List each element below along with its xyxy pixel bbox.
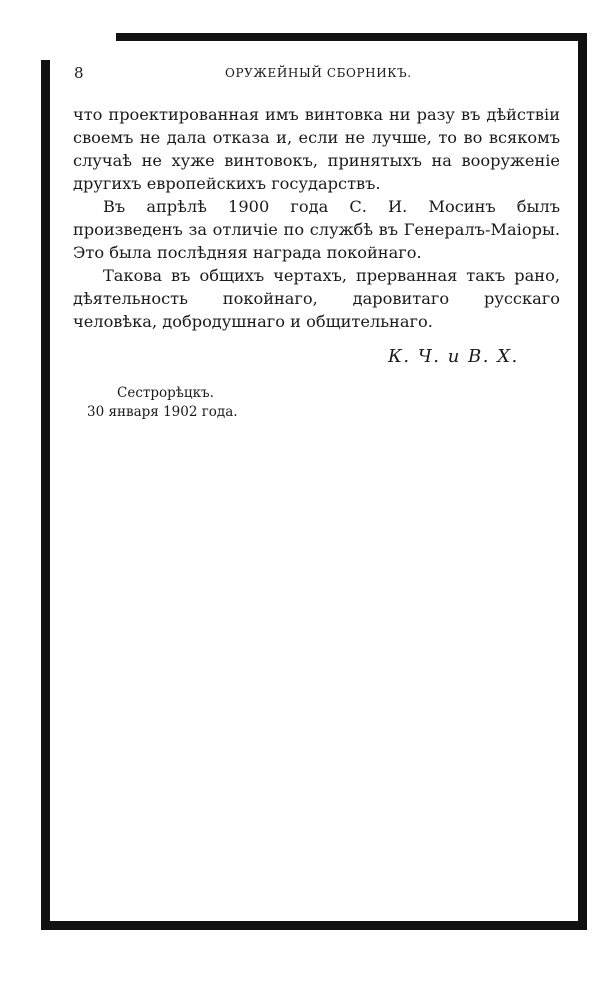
border-left [41, 60, 50, 930]
body-text [73, 103, 560, 333]
page-number: 8 [74, 64, 84, 82]
place-date [87, 384, 238, 422]
running-head [70, 64, 560, 84]
paragraph-1: что проектированная имъ винтовка ни разу въ дѣйствiи своемъ не дала отказа и, если не лучше, то во всякомъ случаѣ не хуже винтовокъ, принятыхъ на вооруженiе другихъ европейскихъ государствъ. [73, 105, 560, 193]
border-top [116, 33, 581, 41]
border-bottom [41, 921, 587, 930]
journal-title: ОРУЖЕЙНЫЙ СБОРНИКЪ. [225, 66, 412, 80]
paragraph-2: Въ апрѣлѣ 1900 года С. И. Мосинъ былъ произведенъ за отличiе по службѣ въ Генералъ-Маiоры. Это была послѣдняя награда покойнаго. [73, 197, 560, 262]
paragraph-3: Такова въ общихъ чертахъ, прерванная такъ рано, дѣятельность покойнаго, даровитаго русскаго человѣка, добродушнаго и общительнаго. [73, 266, 560, 331]
signature: К. Ч. и В. Х. [388, 346, 519, 367]
place: Сестрорѣцкъ. [117, 385, 214, 401]
border-right [578, 33, 587, 930]
date: 30 января 1902 года. [87, 404, 238, 420]
